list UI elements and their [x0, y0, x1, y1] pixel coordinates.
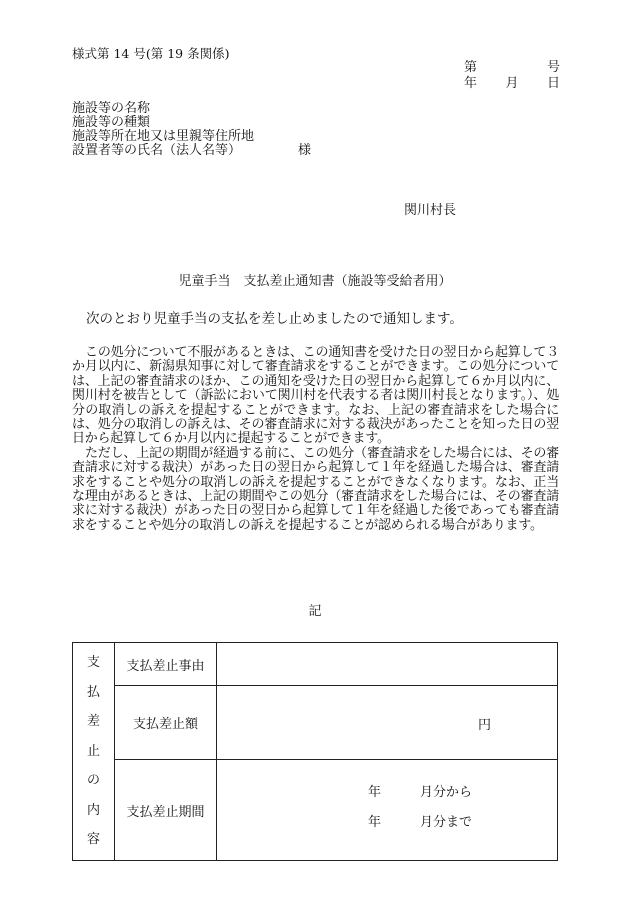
section-char: 差: [86, 714, 100, 730]
addressee-block: [72, 101, 312, 158]
date-month-label: 月: [505, 76, 519, 91]
ki-heading: 記: [308, 604, 322, 619]
facility-name-label: 施設等の名称: [72, 101, 151, 116]
appeal-instructions: [72, 346, 559, 533]
period-from-month: 月分から: [420, 785, 473, 800]
date-row: [464, 76, 560, 92]
table-row-reason: [73, 643, 558, 686]
sender-mayor: 関川村長: [404, 203, 457, 218]
section-char: 払: [86, 684, 100, 700]
number-label-dai: 第: [464, 60, 478, 75]
table-row-amount: [73, 686, 558, 760]
founder-name-label: [72, 143, 312, 158]
facility-type-label: 施設等の種類: [72, 115, 151, 130]
reason-label: 支払差止事由: [115, 643, 217, 686]
document-title: 児童手当 支払差止通知書（施設等受給者用）: [178, 274, 452, 289]
reason-value-field: [217, 643, 558, 686]
period-label: 支払差止期間: [115, 760, 217, 861]
honorific-sama: 様: [298, 143, 312, 158]
period-from-year: 年: [368, 785, 382, 800]
amount-value-field: [217, 686, 558, 760]
section-char: 支: [86, 655, 100, 671]
period-to-month: 月分まで: [420, 815, 473, 830]
period-from-line: [368, 786, 472, 800]
period-value-field: [217, 760, 558, 861]
form-number: 様式第 14 号(第 19 条関係): [72, 46, 230, 61]
facility-address-label: 施設等所在地又は里親等住所地: [72, 129, 255, 144]
appeal-paragraph-2: ただし、上記の期間が経過する前に、この処分（審査請求をした場合には、その審査請求に対する裁決）があった日の翌日から起算して１年を経過した場合は、審査請求をすることや処分の取消しの訴えを提起することができなくなります。なお、正当な理由があるときは、上記の期間やこの処分（審査請求をした場合には、その審査請求に対する裁決）があった日の翌日から起算して１年を経過した後であっても審査請求をすることや処分の取消しの訴えを提起することが認められる場合があります。: [72, 445, 559, 533]
yen-unit: 円: [478, 718, 492, 733]
document-number-row: [464, 60, 560, 76]
table-row-period: [73, 760, 558, 861]
section-char: の: [86, 773, 100, 789]
section-heading-vertical: [73, 643, 115, 861]
section-char: 止: [86, 743, 100, 759]
document-number-date: [464, 60, 560, 92]
appeal-paragraph-1: この処分について不服があるときは、この通知書を受けた日の翌日から起算して３か月以内に、新潟県知事に対して審査請求をすることができます。この処分については、上記の審査請求のほか、この通知を受けた日の翌日から起算して６か月以内に、関川村を被告として（訴訟において関川村を代表する者は関川村長となります。）、処分の取消しの訴えを提起することができます。なお、上記の審査請求をした場合には、処分の取消しの訴えは、その審査請求に対する裁決があったことを知った日の翌日から起算して６か月以内に提起することができます。: [72, 345, 559, 447]
section-char: 内: [86, 802, 100, 818]
section-char: 容: [86, 832, 100, 848]
notice-sentence: 次のとおり児童手当の支払を差し止めましたので通知します。: [86, 311, 463, 327]
period-to-line: [368, 816, 472, 830]
date-day-label: 日: [546, 76, 560, 91]
amount-label: 支払差止額: [115, 686, 217, 760]
date-year-label: 年: [464, 76, 478, 91]
suspension-details-table: [72, 642, 558, 861]
number-label-go: 号: [546, 60, 560, 75]
period-to-year: 年: [368, 815, 382, 830]
founder-name-text: 設置者等の氏名（法人名等）: [72, 143, 242, 158]
